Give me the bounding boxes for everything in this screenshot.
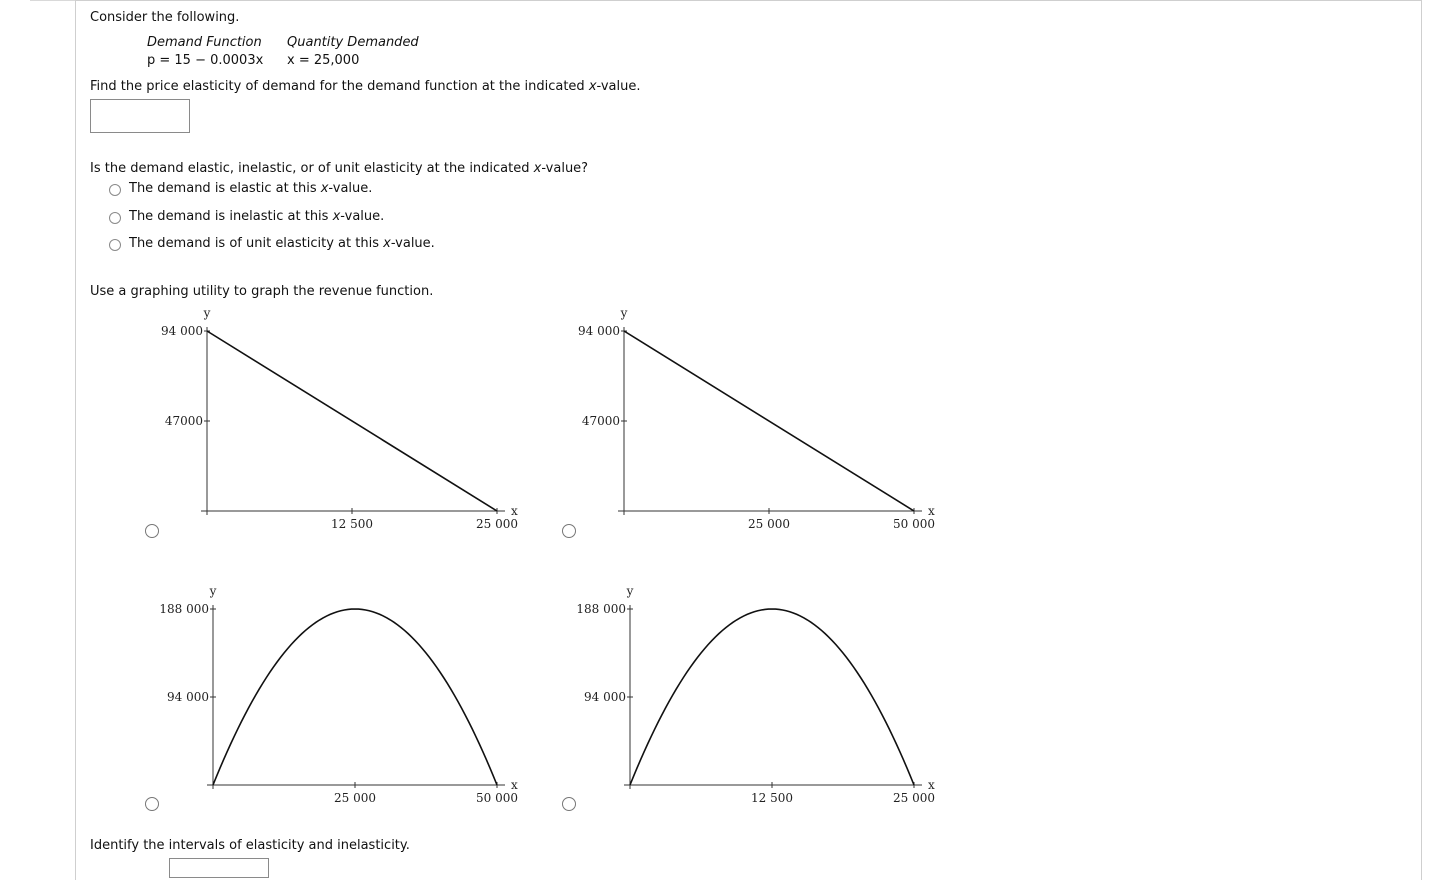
- x-tick-label: 12 500: [331, 517, 373, 531]
- opt1-b: -value.: [340, 209, 385, 224]
- opt0-b: -value.: [328, 181, 373, 196]
- q1-prompt-a: Find the price elasticity of demand for the demand function at the indicated: [90, 79, 589, 94]
- y-tick-label: 47000: [581, 414, 620, 428]
- q1-prompt-var: x: [588, 79, 597, 94]
- q2-prompt-var: x: [533, 161, 542, 176]
- q2-prompt-a: Is the demand elastic, inelastic, or of unit elasticity at the indicated: [90, 161, 534, 176]
- x-tick-label: 50 000: [476, 791, 518, 805]
- x-axis-label: x: [511, 504, 518, 518]
- x-tick-label: 25 000: [893, 791, 935, 805]
- x-tick-label: 12 500: [751, 791, 793, 805]
- x-axis-label: x: [928, 778, 935, 792]
- x-axis-label: x: [928, 504, 935, 518]
- y-axis-label: y: [203, 306, 211, 320]
- opt0-a: The demand is elastic at this: [129, 181, 321, 196]
- y-tick-label: 94 000: [584, 690, 626, 704]
- opt2-v: x: [383, 236, 391, 251]
- opt2-a: The demand is of unit elasticity at this: [129, 236, 384, 251]
- y-tick-label: 47000: [164, 414, 203, 428]
- x-axis-label: x: [511, 778, 518, 792]
- demand-function-value: p = 15 − 0.0003x: [147, 53, 264, 68]
- y-axis-label: y: [626, 584, 634, 598]
- y-tick-label: 188 000: [159, 602, 209, 616]
- y-axis-label: y: [209, 584, 217, 598]
- opt2-b: -value.: [390, 236, 435, 251]
- q3-prompt: Use a graphing utility to graph the revenue function.: [90, 284, 434, 299]
- opt1-a: The demand is inelastic at this: [129, 209, 333, 224]
- y-tick-label: 94 000: [167, 690, 209, 704]
- x-tick-label: 25 000: [334, 791, 376, 805]
- x-tick-label: 25 000: [476, 517, 518, 531]
- intro-text: Consider the following.: [90, 10, 240, 25]
- quantity-demanded-header: Quantity Demanded: [287, 35, 419, 50]
- q2-prompt-b: -value?: [541, 161, 589, 176]
- opt0-v: x: [320, 181, 329, 196]
- x-tick-label: 25 000: [748, 517, 790, 531]
- y-tick-label: 94 000: [578, 324, 620, 338]
- y-tick-label: 188 000: [576, 602, 626, 616]
- x-tick-label: 50 000: [893, 517, 935, 531]
- y-tick-label: 94 000: [161, 324, 203, 338]
- intervals-answer-input[interactable]: [169, 858, 269, 878]
- q4-prompt: Identify the intervals of elasticity and inelasticity.: [90, 838, 410, 853]
- opt1-v: x: [332, 209, 341, 224]
- revenue-curve: [630, 609, 914, 785]
- quantity-demanded-value: x = 25,000: [287, 53, 360, 68]
- q1-prompt-b: -value.: [596, 79, 641, 94]
- demand-function-header: Demand Function: [147, 35, 262, 50]
- y-axis-label: y: [620, 306, 628, 320]
